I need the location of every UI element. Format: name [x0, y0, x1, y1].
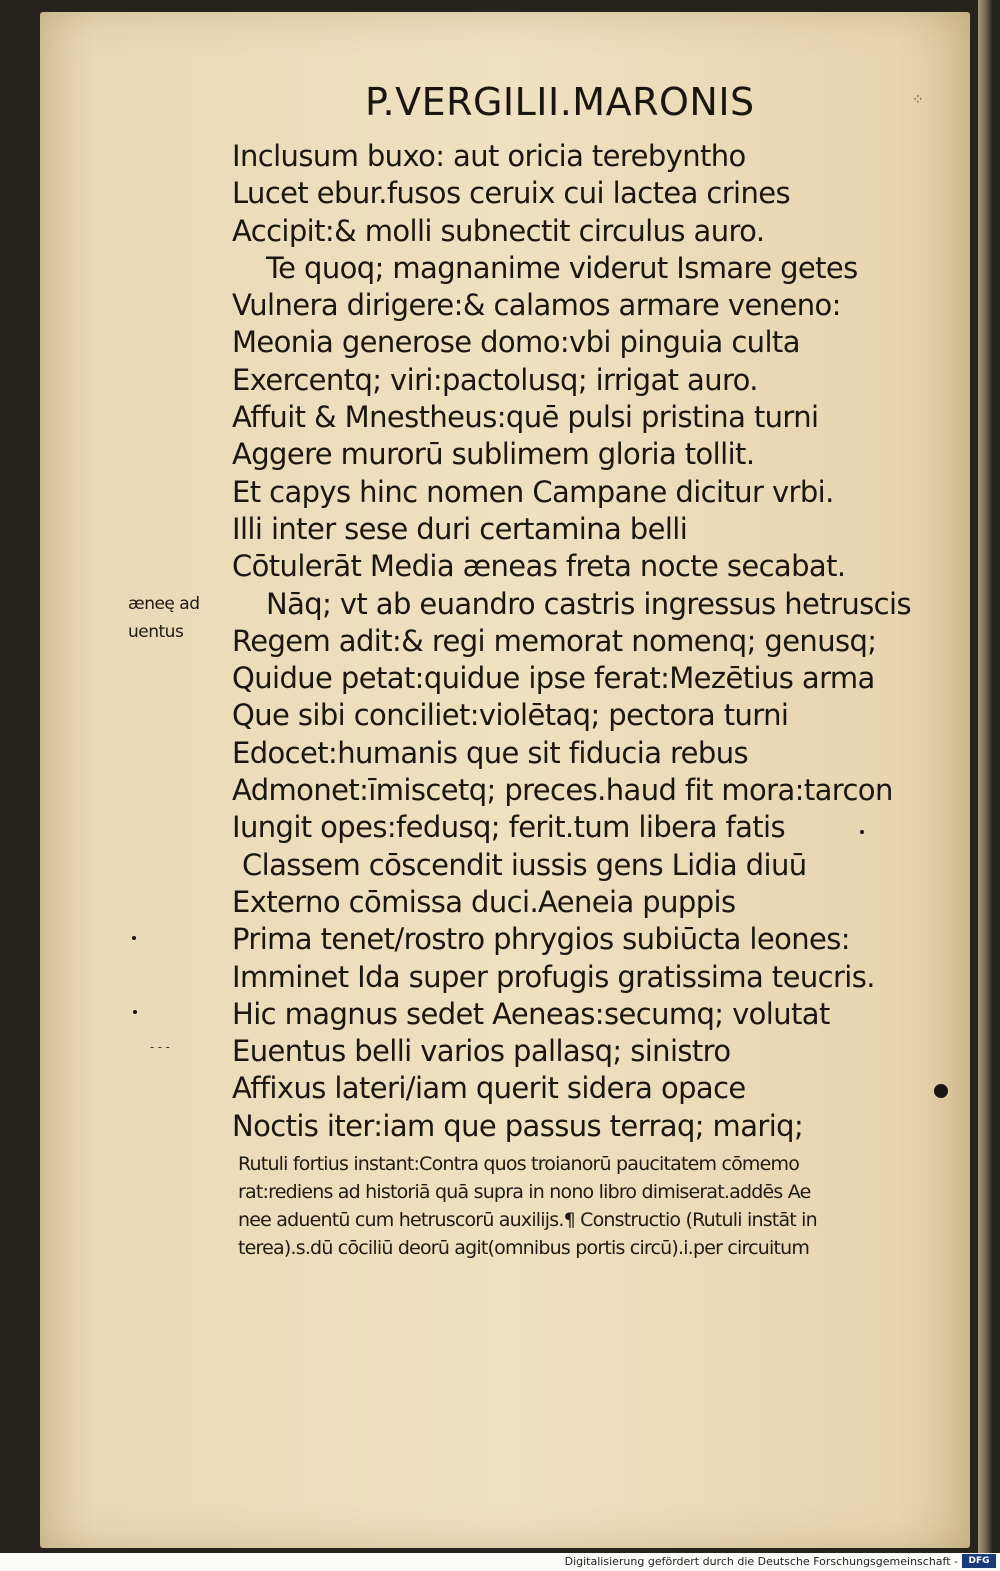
- verse-line: Regem adit:& regi memorat nomenq; genusq;: [232, 623, 877, 658]
- verse-line: Euentus belli varios pallasq; sinistro: [232, 1034, 731, 1069]
- commentary-block: [238, 1150, 958, 1262]
- verse-line: Cōtulerāt Media æneas freta nocte secabat.: [232, 549, 846, 584]
- commentary-line: rat:rediens ad historiā quā supra in nono libro dimiserat.addēs Ae: [238, 1181, 811, 1203]
- verse-line: Affixus lateri/iam querit sidera opace: [232, 1071, 746, 1106]
- ink-blot: [934, 1084, 948, 1098]
- ink-speck: [133, 1010, 137, 1014]
- verse-line: Quidue petat:quidue ipse ferat:Mezētius arma: [232, 661, 875, 696]
- verse-line: Te quoq; magnanime viderut Ismare getes: [266, 250, 858, 285]
- verse-line: Classem cōscendit iussis gens Lidia diuū: [242, 847, 807, 882]
- dfg-logo: DFG: [962, 1554, 996, 1568]
- verse-line: Inclusum buxo: aut oricia terebyntho: [232, 139, 746, 173]
- commentary-line: Rutuli fortius instant:Contra quos troianorū paucitatem cōmemo: [238, 1153, 800, 1175]
- marginal-note-line: uentus: [128, 622, 184, 642]
- running-head: P.VERGILII.MARONIS: [365, 80, 755, 124]
- verse-line: Et capys hinc nomen Campane dicitur vrbi.: [232, 474, 834, 509]
- verse-line: Externo cōmissa duci.Aeneia puppis: [232, 884, 736, 919]
- ink-speck: [860, 830, 864, 834]
- marginal-note: [128, 590, 228, 646]
- verse-line: Exercentq; viri:pactolusq; irrigat auro.: [232, 362, 758, 397]
- digitization-credit: Digitalisierung gefördert durch die Deutsche Forschungsgemeinschaft -: [564, 1555, 958, 1568]
- verse-line: Iungit opes:fedusq; ferit.tum libera fatis: [232, 810, 786, 845]
- page-edge: [978, 0, 992, 1553]
- verse-line: Vulnera dirigere:& calamos armare veneno:: [232, 288, 841, 323]
- verse-line: Edocet:humanis que sit fiducia rebus: [232, 735, 749, 770]
- corner-mark: ⁘: [912, 92, 924, 108]
- verse-line: Imminet Ida super profugis gratissima teucris.: [232, 959, 875, 994]
- commentary-line: nee aduentū cum hetruscorū auxilijs.¶ Constructio (Rutuli instāt in: [238, 1209, 817, 1231]
- verse-line: Que sibi conciliet:violētaq; pectora turni: [232, 698, 789, 733]
- verse-line: Meonia generose domo:vbi pinguia culta: [232, 325, 800, 360]
- verse-line: Accipit:& molli subnectit circulus auro.: [232, 213, 765, 248]
- verse-block: [232, 138, 952, 1145]
- verse-line: Noctis iter:iam que passus terraq; mariq;: [232, 1108, 804, 1143]
- verse-line: Lucet ebur.fusos ceruix cui lactea crines: [232, 176, 791, 211]
- marginal-note-line: æneę ad: [128, 594, 200, 614]
- verse-line: Affuit & Mnestheus:quē pulsi pristina turni: [232, 400, 819, 435]
- verse-line: Aggere murorū sublimem gloria tollit.: [232, 437, 755, 472]
- commentary-line: terea).s.dū cōciliū deorū agit(omnibus portis circū).i.per circuitum: [238, 1237, 810, 1259]
- verse-line: Nāq; vt ab euandro castris ingressus hetruscis: [266, 586, 911, 621]
- verse-line: Prima tenet/rostro phrygios subiūcta leones:: [232, 922, 850, 957]
- stray-mark: - - -: [150, 1040, 170, 1054]
- verse-line: Hic magnus sedet Aeneas:secumq; volutat: [232, 996, 830, 1031]
- verse-line: Admonet:īmiscetq; preces.haud fit mora:tarcon: [232, 773, 893, 808]
- ink-speck: [132, 936, 136, 940]
- verse-line: Illi inter sese duri certamina belli: [232, 511, 688, 546]
